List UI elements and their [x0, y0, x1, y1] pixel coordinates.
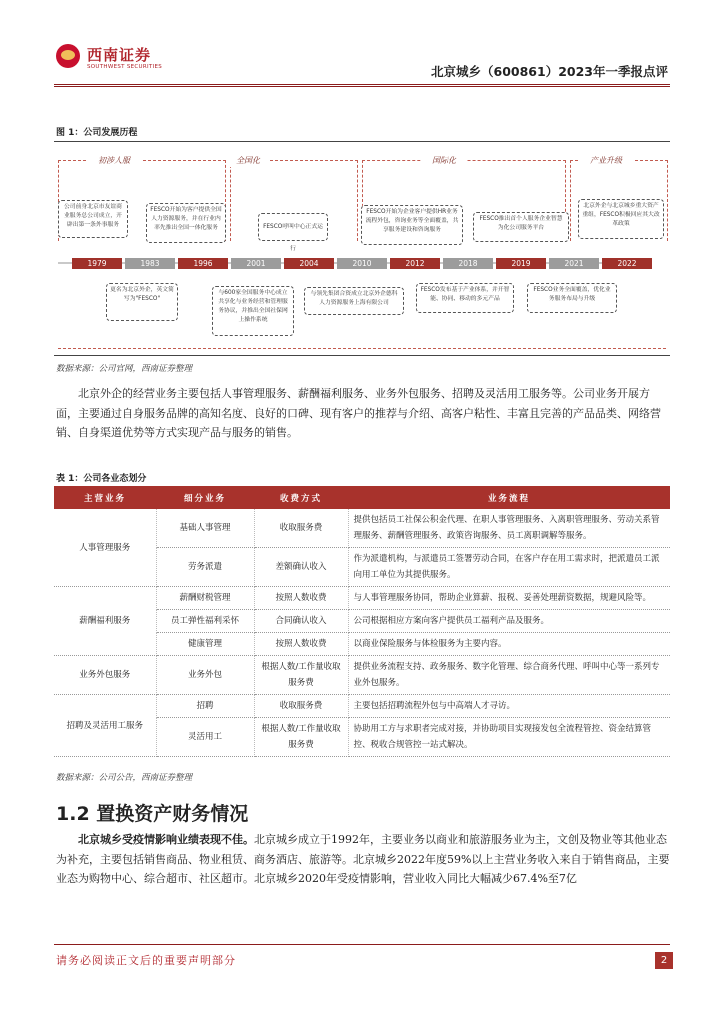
figure-top-rule: [54, 141, 670, 142]
footer-disclaimer: 请务必阅读正文后的重要声明部分: [56, 954, 236, 967]
year-marker: 2010: [337, 258, 387, 269]
era-label: 产业升级: [578, 154, 634, 167]
cell-fee-method: 收取服务费: [254, 509, 348, 548]
section-title: 1.2 置换资产财务情况: [56, 803, 249, 825]
cell-business-flow: 提供业务流程支持、政务服务、数字化管理、综合商务代理、呼叫中心等一系列专业外包服务。: [348, 656, 670, 695]
year-marker: 2012: [390, 258, 440, 269]
timeline-figure: [54, 145, 670, 353]
table-header-row: [54, 486, 670, 509]
cell-sub-business: 基础人事管理: [156, 509, 254, 548]
cell-business-flow: 协助用工方与求职者完成对接，并协助项目实现接发包全流程管控、资金结算管控、税收合规管控一站式解决。: [348, 718, 670, 757]
table-row: [54, 695, 670, 718]
cell-fee-method: 合同确认收入: [254, 610, 348, 633]
cell-fee-method: 差额确认收入: [254, 548, 348, 587]
logo-swirl-icon: [61, 50, 75, 60]
event-box-2022: 北京外企与北京城乡重大资产重组，FESCO积极回应其大改革政策: [578, 199, 664, 239]
event-box-2019: FESCO推出首个人服务企业智慧为化公司服务平台: [473, 212, 569, 242]
business-paragraph: 北京外企的经营业务主要包括人事管理服务、薪酬福利服务、业务外包服务、招聘及灵活用工服务等。公司业务开展方面，主要通过自身服务品牌的高知名度、良好的口碑、现有客户的推荐与介绍、高客户粘性、丰富且完善的产品品类、网络营销、自身渠道优势等方式实现产品与服务的销售。: [56, 387, 661, 439]
cell-business-flow: 公司根据相应方案向客户提供员工福利产品及服务。: [348, 610, 670, 633]
era-label: 国际化: [422, 154, 466, 167]
table-source: 数据来源：公司公告，西南证券整理: [56, 773, 193, 783]
table-row: [54, 587, 670, 610]
figure-caption: 图 1：公司发展历程: [56, 128, 138, 138]
year-marker: 2001: [231, 258, 281, 269]
year-marker: 2022: [602, 258, 652, 269]
figure-source: 数据来源：公司官网，西南证券整理: [56, 364, 193, 374]
era-label: 初涉人服: [86, 154, 142, 167]
year-marker: 1983: [125, 258, 175, 269]
report-title: 北京城乡（600861）2023年一季报点评: [431, 64, 668, 79]
header-divider-thin: [54, 86, 670, 87]
event-box-1983: 更名为北京外企，英文简写为"FESCO": [106, 283, 178, 321]
year-marker: 1996: [178, 258, 228, 269]
figure-bottom-rule: [54, 355, 670, 356]
cell-sub-business: 招聘: [156, 695, 254, 718]
year-marker: 2019: [496, 258, 546, 269]
event-box-2004: FESCO呼叫中心正式运行: [258, 213, 328, 241]
cell-sub-business: 业务外包: [156, 656, 254, 695]
col-header: 主营业务: [54, 486, 156, 509]
col-header: 业务流程: [348, 486, 670, 509]
table-row: [54, 509, 670, 548]
business-table: [54, 486, 670, 757]
logo-name-en: SOUTHWEST SECURITIES: [87, 64, 163, 70]
logo-name-cn: 西南证券: [87, 46, 152, 64]
event-box-1996: FESCO开始为客户提供全国人力资源服务，并在行业内率先推出全国一体化服务: [146, 203, 226, 243]
year-marker: 2018: [443, 258, 493, 269]
cell-business-flow: 作为派遣机构，与派遣员工签署劳动合同，在客户存在用工需求时，把派遣员工派向用工单位为其提供服务。: [348, 548, 670, 587]
event-box-2021: FESCO业务全面覆盖，优化业务服务布局与升级: [527, 283, 617, 313]
year-marker: 2004: [284, 258, 334, 269]
table-caption: 表 1：公司各业态划分: [56, 474, 147, 484]
cell-business-flow: 主要包括招聘流程外包与中高端人才寻访。: [348, 695, 670, 718]
footer-divider: [54, 944, 670, 945]
cell-fee-method: 按照人数收费: [254, 633, 348, 656]
cell-sub-business: 健康管理: [156, 633, 254, 656]
cell-business-flow: 与人事管理服务协同，帮助企业算薪、报税、妥善处理薪资数据，规避风险等。: [348, 587, 670, 610]
cell-main-business: 业务外包服务: [54, 656, 156, 695]
cell-main-business: 招聘及灵活用工服务: [54, 695, 156, 757]
event-box-1979: 公司前身北京市友谊商业服务总公司成立，开辟出第一条外事服务: [58, 200, 128, 238]
table-row: [54, 656, 670, 695]
cell-business-flow: 以商业保险服务与体检服务为主要内容。: [348, 633, 670, 656]
cell-fee-method: 收取服务费: [254, 695, 348, 718]
cell-main-business: 薪酬福利服务: [54, 587, 156, 656]
cell-fee-method: 根据人数/工作量收取服务费: [254, 718, 348, 757]
event-box-2012: FESCO开始为企业客户提供HR业务流程外包，咨询业务等全面覆盖，共享服务建设和咨询服务: [361, 205, 463, 245]
year-marker: 1979: [72, 258, 122, 269]
event-box-2010: 与领先集团合资成立北京外企德科人力资源服务上海有限公司: [304, 287, 404, 315]
year-marker: 2021: [549, 258, 599, 269]
cell-main-business: 人事管理服务: [54, 509, 156, 587]
section-lead: 北京城乡受疫情影响业绩表现不佳。: [78, 833, 254, 846]
col-header: 细分业务: [156, 486, 254, 509]
col-header: 收费方式: [254, 486, 348, 509]
cell-business-flow: 提供包括员工社保公积金代理、在职人事管理服务、入离职管理服务、劳动关系管理服务、薪酬管理服务、政策咨询服务、员工离职调解等服务。: [348, 509, 670, 548]
cell-sub-business: 员工弹性福利采怀: [156, 610, 254, 633]
era-label: 全国化: [226, 154, 270, 167]
event-box-2018: FESCO发布基于产业体系，并开智能、协同、移动的多元产品: [416, 283, 514, 313]
section-paragraph: [56, 830, 670, 889]
section-body: 北京城乡成立于1992年，主要业务以商业和旅游服务业为主，文创及物业等其他业态为补充，主要包括销售商品、物业租赁、商务酒店、旅游等。北京城乡2022年度59%以上主营业务收入来自于销售商品，主要业态为购物中心、综合超市、社区超市。北京城乡2020年受疫情影响，营业收入同比大幅减少67.4%至7亿: [56, 833, 670, 885]
page-number: 2: [655, 952, 673, 969]
cell-sub-business: 灵活用工: [156, 718, 254, 757]
cell-sub-business: 劳务派遣: [156, 548, 254, 587]
cell-fee-method: 按照人数收费: [254, 587, 348, 610]
event-box-2001: 与600家全国服务中心成立共享化与业务经营和管理服务协议，并推出全国社保网上操作系统: [212, 286, 294, 336]
cell-fee-method: 根据人数/工作量收取服务费: [254, 656, 348, 695]
header-divider: [54, 84, 670, 85]
cell-sub-business: 薪酬财税管理: [156, 587, 254, 610]
